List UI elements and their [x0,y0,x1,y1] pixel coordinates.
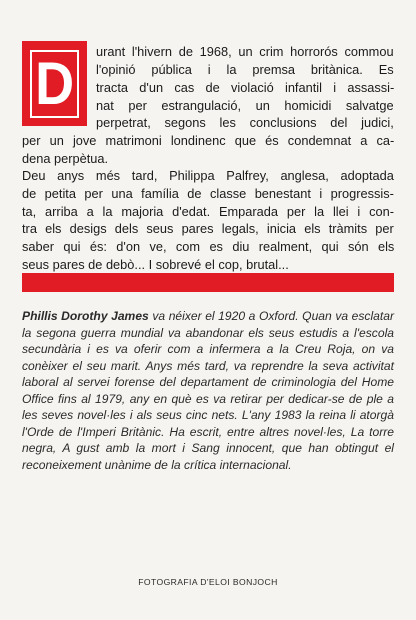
synopsis-line: tracta d'un cas de violació infantil i assassi- [96,80,395,95]
author-name: Phillis Dorothy James [22,309,149,323]
dropcap-box [22,41,87,126]
synopsis-line: saber qui és: d'on ve, com es diu realment, qui són els [22,239,395,254]
dropcap-frame [30,50,79,118]
synopsis-line: nat per estrangulació, un homicidi salvatge [96,98,394,113]
dropcap-letter: D [34,49,75,117]
synopsis-line: de petita per una família de classe benestant i progressis- [22,186,394,201]
divider-bar [22,273,394,292]
synopsis-line: l'opinió pública i la premsa britànica. Es [96,62,394,77]
synopsis-line: urant l'hivern de 1968, un crim horrorós commou [96,44,394,59]
synopsis-line: seus pares de debò... I sobrevé el cop, brutal... [22,257,289,272]
author-bio-text: va néixer el 1920 a Oxford. Quan va esclatar la segona guerra mundial va abandonar els seus estudis a l'escola secundària i es va oferir com a infermera a la Creu Roja, on va conèixer el seu marit. Anys més tard, va reprendre la seva activitat laboral al servei forense del departament de criminologia del Home Office fins al 1979, any en què es va retirar per dedicar-se de ple a les seves novel·les i als seus cinc nets. L'any 1983 la reina li atorgà l'Orde de l'Imperi Britànic. Ha escrit, entre altres novel·les, La torre negra, A gust amb la mort i Sang innocent, que han obtingut el reconeixement unànime de la crítica internacional. [22,309,394,472]
author-bio [22,308,394,473]
synopsis-line: ta, arriba a la majoria d'edat. Emparada per la llei i con- [22,204,394,219]
synopsis-line: tra els desigs dels seus pares legals, inicia els tràmits per [22,221,394,236]
synopsis-line: perpetrat, segons les conclusions del judici, [96,115,394,130]
synopsis-line: Deu anys més tard, Philippa Palfrey, anglesa, adoptada [22,168,394,183]
photo-credit: FOTOGRAFIA D'ELOI BONJOCH [138,577,278,587]
synopsis-line: dena perpètua. [22,151,109,166]
synopsis-line: per un jove matrimoni londinenc que és condemnat a ca- [22,133,395,148]
